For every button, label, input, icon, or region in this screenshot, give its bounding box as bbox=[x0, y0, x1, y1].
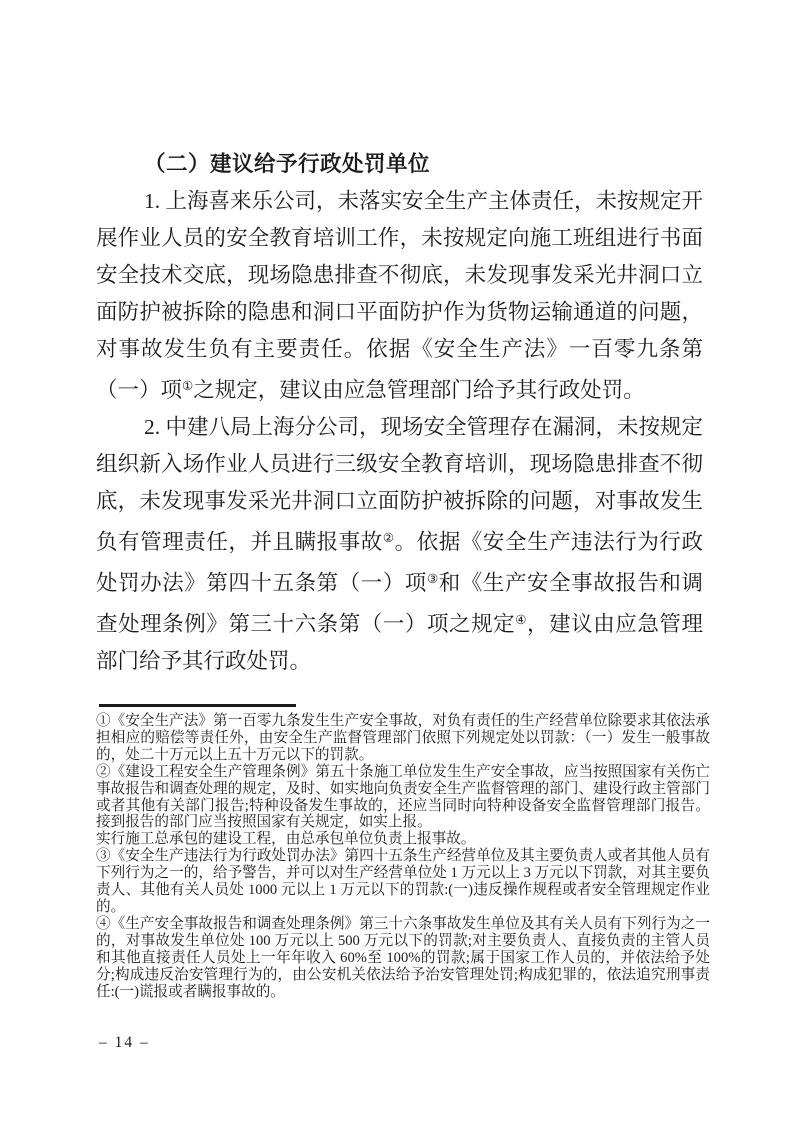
footnote-ref-marker: ③ bbox=[426, 572, 439, 586]
footnote-paragraph: ①《安全生产法》第一百零九条发生生产安全事故，对负有责任的生产经营单位除要求其依法承担相应的赔偿等责任外，由安全生产监督管理部门依照下列规定处以罚款：（一）发生一般事故的，处二十万元以上五十万元以下的罚款。 bbox=[96, 713, 710, 763]
paragraph-text: ，建议由应急管理部门给予其行政处罚。 bbox=[96, 612, 703, 673]
body-paragraph bbox=[96, 183, 703, 409]
footnote-paragraph: 实行施工总承包的建设工程，由总承包单位负责上报事故。 bbox=[96, 831, 476, 848]
footnote-ref-marker: ① bbox=[182, 379, 194, 393]
page-number: – 14 – bbox=[99, 1034, 150, 1051]
body-paragraphs bbox=[96, 183, 703, 680]
paragraph-text: 。依据《安全生产违法行为行政处罚办法》第四十五条第（一）项 bbox=[96, 530, 703, 595]
footnote-ref-marker: ④ bbox=[515, 613, 528, 627]
paragraph-text: 2. 中建八局上海分公司，现场安全管理存在漏洞，未按规定组织新入场作业人员进行三级安全教育培训，现场隐患排查不彻底，未发现事发采光井洞口立面防护被拆除的问题，对事故发生负有管理责任，并且瞒报事故 bbox=[96, 415, 704, 554]
paragraph-text: 之规定，建议由应急管理部门给予其行政处罚。 bbox=[193, 378, 645, 402]
footnote-paragraph: ③《安全生产违法行为行政处罚办法》第四十五条生产经营单位及其主要负责人或者其他人员有下列行为之一的，给予警告，并可以对生产经营单位处 1 万元以上 3 万元以下罚款，对其主要负责人、其他有关人员处 1000 元以上 1 万元以下的罚款:(一)违反操作规程或者安全管理规定作业的。 bbox=[96, 848, 710, 915]
footnotes-list bbox=[96, 713, 710, 1000]
footnote-paragraph: ④《生产安全事故报告和调查处理条例》第三十六条事故发生单位及其有关人员有下列行为之一的，对事故发生单位处 100 万元以上 500 万元以下的罚款;对主要负责人、直接负责的主管人员和其他直接责任人员处上一年年收入 60%至 100%的罚款;属于国家工作人员的，并依法给予处分;构成违反治安管理行为的，由公安机关依法给予治安管理处罚;构成犯罪的，依法追究刑事责任:(一)谎报或者瞒报事故的。 bbox=[96, 915, 710, 1000]
paragraph-text: 和《生产安全事故报告和调查处理条例》第三十六条第（一）项之规定 bbox=[96, 571, 703, 636]
document-body bbox=[96, 146, 703, 680]
footnote-paragraph: ②《建设工程安全生产管理条例》第五十条施工单位发生生产安全事故，应当按照国家有关伤亡事故报告和调查处理的规定，及时、如实地向负责安全生产监督管理的部门、建设行政主管部门或者其他有关部门报告;特种设备发生事故的，还应当同时向特种设备安全监督管理部门报告。接到报告的部门应当按照国家有关规定，如实上报。 bbox=[96, 763, 710, 831]
body-paragraph bbox=[96, 409, 703, 680]
footnote-separator bbox=[99, 704, 296, 707]
section-heading: （二）建议给予行政处罚单位 bbox=[144, 152, 431, 176]
paragraph-text: 1. 上海喜来乐公司，未落实安全生产主体责任，未按规定开展作业人员的安全教育培训工作，未按规定向施工班组进行书面安全技术交底，现场隐患排查不彻底，未发现事发采光井洞口立面防护被拆除的隐患和洞口平面防护作为货物运输通道的问题，对事故发生负有主要责任。依据《安全生产法》一百零九条第（一）项 bbox=[96, 189, 704, 402]
footnote-ref-marker: ② bbox=[382, 531, 395, 545]
